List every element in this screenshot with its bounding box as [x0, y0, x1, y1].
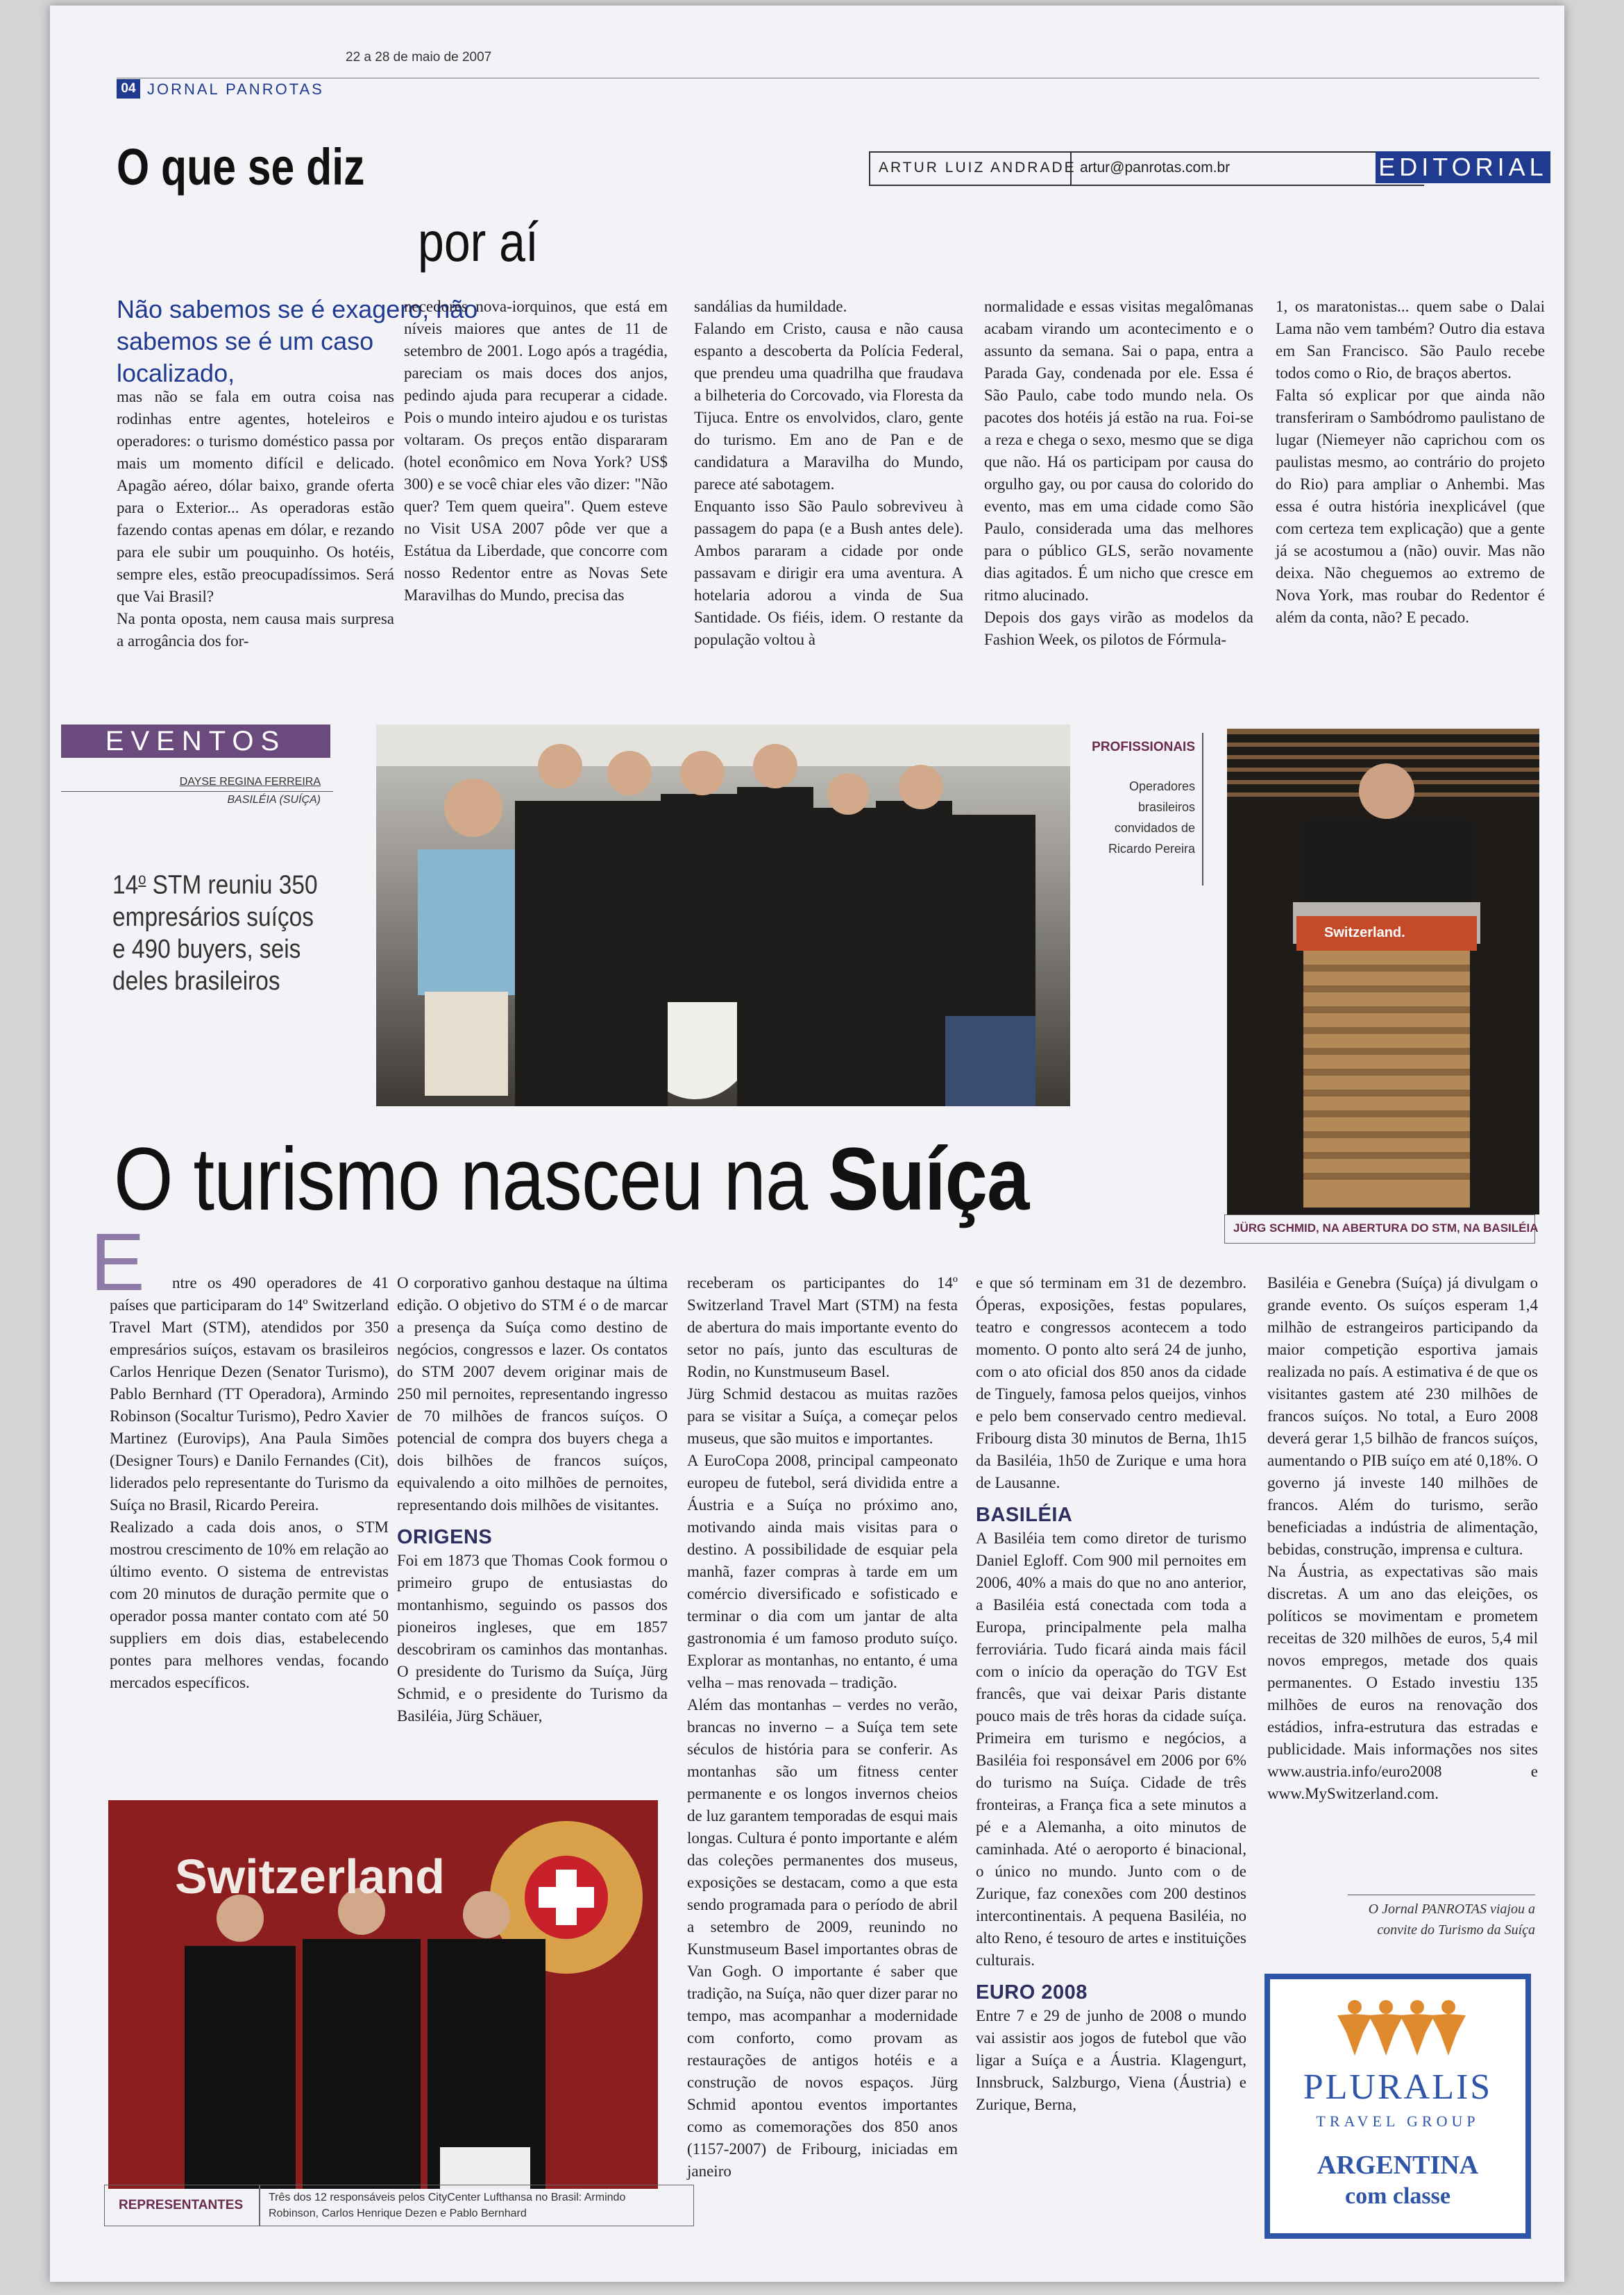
people-logo-icon — [1334, 1995, 1473, 2057]
editorial-column-5 — [1276, 296, 1545, 629]
article-paragraph: Realizado a cada dois anos, o STM mostrou crescimento de 10% em relação ao último evento. O sistema de entrevistas com 20 minutos de duração permite que o operador possa manter contato com até 50 suppliers em dois dias, estabelecendo pontes para melhores vendas, focando mercados específicos. — [110, 1518, 389, 1691]
editorial-column-4 — [984, 296, 1253, 651]
photo1-caption-rule — [1202, 733, 1203, 886]
article-column-3 — [687, 1272, 958, 2183]
paper-name: JORNAL PANROTAS — [147, 81, 324, 98]
editorial-paragraph: Depois dos gays virão as modelos da Fashion Week, os pilotos de Fórmula- — [984, 609, 1253, 648]
article-column-4 — [976, 1272, 1246, 2116]
photo2-caption-box — [1224, 1214, 1539, 1244]
photo-professionals-image — [376, 725, 1070, 1106]
article-paragraph: A EuroCopa 2008, principal campeonato europeu de futebol, será dividida entre a Áustria e a Suíça no próximo ano, motivando ainda mais visitas para o destino. A possibilidade de esquiar pela manhã, fazer compras à tarde em um comércio diversificado e sofisticado e terminar o dia com um jantar de alta gastronomia é um famoso produto suíço. Explorar as montanhas, no entanto, é uma velha – mas renovada – tradição. — [687, 1452, 958, 1691]
section-eventos: EVENTOS — [61, 725, 330, 758]
eventos-location: BASILÉIA (SUÍÇA) — [227, 794, 321, 806]
page-number: 04 — [117, 79, 140, 99]
deck-text: STM reuniu 350 empresários suíços e 490 buyers, seis deles brasileiros — [112, 870, 318, 996]
subhead-euro-2008: EURO 2008 — [976, 1981, 1088, 2004]
article-column-2 — [397, 1272, 668, 1727]
photo3-banner: Switzerland — [175, 1849, 445, 1904]
photo-professionals — [376, 725, 1070, 1106]
photo3-caption-rule — [259, 2185, 260, 2226]
newspaper-page — [50, 6, 1564, 2282]
headline-plain: O turismo nasceu na — [114, 1130, 829, 1229]
article-paragraph: receberam os participantes do 14º Switzerland Travel Mart (STM) na festa de abertura do mais importante evento do setor no país, junto das esculturas de Rodin, no Kunstmuseum Basel. — [687, 1274, 958, 1380]
editorial-paragraph: normalidade e essas visitas megalômanas acabam virando um acontecimento e o assunto da semana. Sai o papa, entra a Parada Gay, condenada por ele. Essa é São Paulo, cabe todo mundo nela. Os pacotes dos hotéis já estão na rua. Foi-se a reza e chega o sexo, mesmo que se diga que não. Há os participam por causa do orgulho gay, ou por causa do colorido do evento, mas em uma cidade como São Paulo, considerada uma das melhores para o público GLS, serão novamente dias agitados. É um nicho que cresce em ritmo alucinado. — [984, 298, 1253, 604]
author-email: artur@panrotas.com.br — [1080, 160, 1230, 176]
byline-box — [869, 151, 1550, 186]
eventos-deck — [112, 863, 320, 997]
deck-ordinal: o — [138, 870, 146, 888]
ad-brand: PLURALIS — [1303, 2067, 1493, 2107]
article-paragraph: O corporativo ganhou destaque na última edição. O objetivo do STM é o de marcar a presença da Suíça como destino de negócios, congressos e lazer. Os contatos do STM 2007 devem originar mais de 250 mil pernoites, representando ingresso de 70 milhões de francos suíços. O potencial de compra dos buyers chega a dois bilhões de francos suíços, equivalendo a oito milhões de pernoites, representando dois milhões de visitantes. — [397, 1274, 668, 1514]
editorial-paragraph: Falta só explicar por que ainda não transferiram o Sambódromo paulistano de lugar (Niemeyer não caprichou com os paulistas mesmo, ao contrário do projeto do Rio) para ampliar o Anhembi. Mas essa é outra história inexplicável (que com certeza tem explicação) que a gente já se acostumou a (não) ouvir. Mas não deixa. Não cheguemos ao extremo de Nova York, mas roubar do Redentor é além da conta, não? E pecado. — [1276, 387, 1545, 626]
photo3-caption-box — [104, 2185, 694, 2226]
byline-rule-left — [869, 151, 870, 186]
byline-rule-bottom — [869, 185, 1424, 186]
subhead-basileia: BASILÉIA — [976, 1504, 1073, 1526]
photo-representatives — [108, 1800, 658, 2189]
photo-podium-image — [1227, 729, 1539, 1214]
article-paragraph: Jürg Schmid destacou as muitas razões para se visitar a Suíça, a começar pelos museus, que são muitos e importantes. — [687, 1385, 958, 1447]
photo-podium — [1227, 729, 1539, 1214]
article-paragraph: Além das montanhas – verdes no verão, brancas no inverno – a Suíça tem sete séculos de história para se conferir. As montanhas são um fitness center permanente e os longos invernos cheios de luz garantem temporadas de esqui mais longas. Cultura é ponto importante e além das coleções permanentes dos museus, exposições se destacam, como a que esta sendo programada para o período de abril a setembro de 2009, reunindo no Kunstmuseum Basel importantes obras de Van Gogh. O importante é saber que tradição, na Suíça, não quer dizer parar no tempo, mas acompanhar a modernidade com conforto, como provam as restaurações de antigos hotéis e a construção de novos espaços. Jürg Schmid apontou eventos importantes como as comemorações dos 850 anos (1157-2007) de Fribourg, iniciadas em janeiro — [687, 1696, 958, 2180]
ad-line1: ARGENTINA — [1317, 2151, 1479, 2180]
author-name: ARTUR LUIZ ANDRADE — [879, 160, 1076, 176]
editorial-column-1 — [117, 386, 394, 652]
photo2-caption: JÜRG SCHMID, NA ABERTURA DO STM, NA BASILÉIA — [1233, 1221, 1539, 1235]
editorial-paragraph: mas não se fala em outra coisa nas rodinhas entre agentes, hoteleiros e operadores: o turismo doméstico passa por mais um momento difícil e delicado. Apagão aéreo, dólar baixo, grande oferta para o Exterior... As operadoras estão fazendo contas apenas em dólar, e rezando para ele subir um pouquinho. Os hotéis, sempre eles, estão preocupadíssimos. Será que Vai Brasil? — [117, 388, 394, 605]
eventos-rule — [61, 791, 333, 792]
article-column-5 — [1267, 1272, 1538, 1805]
article-paragraph: Basiléia e Genebra (Suíça) já divulgam o grande evento. Os suíços esperam 1,4 milhão de estrangeiros participando da maior competição esportiva jamais realizada no país. A estimativa é de que os visitantes gastem até 230 milhões de francos suíços. No total, a Euro 2008 deverá gerar 1,5 bilhão de francos suíços, aumentando o PIB suíço em até 0,18%. O governo já investe 140 milhões de francos. Além do turismo, serão beneficiadas a indústria de alimentação, bebidas, construção, imprensa e cultura. — [1267, 1274, 1538, 1558]
section-editorial: EDITORIAL — [1376, 151, 1550, 183]
article-paragraph: A Basiléia tem como diretor de turismo Daniel Egloff. Com 900 mil pernoites em 2006, 40% a mais do que no ano anterior, a Basiléia está conectada com toda a Europa, principalmente pela malha ferroviária. Tudo ficará ainda mais fácil com o início da operação do TGV Est francês, que vai deixar Paris distante pouco mais de três horas da cidade suíça. Primeira em turismo e negócios, a Basiléia foi responsável em 2006 por 6% do turismo na Suíça. Cidade de três fronteiras, a França fica a sete minutos a pé e a Alemanha, a oito minutos de caminhada. Até o aeroporto é binacional, o único no mundo. Junto com o de Zurique, faz conexões com 200 destinos intercontinentais. A pequena Basiléia, no alto Reno, é tesouro de artes e instituições culturais. — [976, 1530, 1246, 1969]
article-column-1 — [110, 1272, 389, 1694]
main-headline — [114, 1128, 1029, 1230]
article-paragraph: ntre os 490 operadores de 41 países que participaram do 14º Switzerland Travel Mart (STM), atendidos por 350 empresários suíços, estavam os brasileiros Carlos Henrique Dezen (Senator Turismo), Pablo Bernhard (TT Operadora), Armindo Robinson (Socaltur Turismo), Pedro Xavier Martinez (Eurovips), Ana Paula Simões (Designer Tours) e Danilo Fernandes (Cit), liderados pelo representante do Turismo da Suíça no Brasil, Ricardo Pereira. — [110, 1274, 389, 1514]
editorial-paragraph: sandálias da humildade. — [694, 298, 847, 315]
deck-number: 14 — [112, 870, 139, 900]
editorial-title-line1: O que se diz — [117, 138, 365, 196]
photo3-label: REPRESENTANTES — [119, 2198, 244, 2212]
travel-credit: O Jornal PANROTAS viajou a convite do Turismo da Suíça — [1368, 1902, 1535, 1938]
issue-date: 22 a 28 de maio de 2007 — [346, 50, 492, 65]
editorial-paragraph: Na ponta oposta, nem causa mais surpresa a arrogância dos for- — [117, 610, 394, 650]
article-paragraph: Foi em 1873 que Thomas Cook formou o primeiro grupo de entusiastas do montanhismo, seguindo os passos dos pioneiros ingleses, que em 1857 descobriram os caminhos das montanhas. O presidente do Turismo da Suíça, Jürg Schmid, e o presidente do Turismo da Basiléia, Jürg Schäuer, — [397, 1552, 668, 1725]
editorial-paragraph: Falando em Cristo, causa e não causa espanto a descoberta da Polícia Federal, que prendeu uma quadrilha que fraudava a bilheteria do Corcovado, via Floresta da Tijuca. Entre os envolvidos, claro, gente do turismo. Em ano de Pan e de candidatura a Maravilha do Mundo, parece até sabotagem. — [694, 320, 963, 493]
editorial-paragraph: necedores nova-iorquinos, que está em níveis maiores que antes de 11 de setembro de 2001. Logo após a tragédia, pareciam os mais doces dos anjos, pedindo ajuda para recuperar a cidade. Pois o mundo inteiro ajudou e os turistas voltaram. Os preços então dispararam (hotel econômico em Nova York? US$ 300) e se você chiar eles vão dizer: "Não quer? Tem quem queira". Quem esteve no Visit USA 2007 pôde ver que a Estátua da Liberdade, que concorre com nosso Redentor entre as Novas Sete Maravilhas do Mundo, precisa das — [404, 298, 668, 604]
photo1-label: PROFISSIONAIS — [1092, 740, 1195, 754]
eventos-author: DAYSE REGINA FERREIRA — [179, 776, 321, 788]
byline-rule-top — [869, 151, 1424, 153]
editorial-title-line2: por aí — [418, 211, 539, 273]
ad-line2: com classe — [1344, 2183, 1450, 2209]
editorial-paragraph: 1, os maratonistas... quem sabe o Dalai Lama não vem também? Outro dia estava em San Francisco. São Paulo recebe todos como o Rio, de braços abertos. — [1276, 298, 1545, 382]
headline-bold: Suíça — [828, 1130, 1029, 1229]
photo3-caption: Três dos 12 responsáveis pelos CityCenter Lufthansa no Brasil: Armindo Robinson, Carlos Henrique Dezen e Pablo Bernhard — [269, 2192, 626, 2219]
article-paragraph: Na Áustria, as expectativas são mais discretas. A um ano das eleições, os políticos se movimentam e prometem receitas de 320 milhões de euros, 5,4 mil novos empregos, metade dos quais permanentes. O Estado investiu 135 milhões de euros na renovação dos estádios, infra-estrutura das estradas e publicidade. Mais informações nos sites www.austria.info/euro2008 e www.MySwitzerland.com. — [1267, 1563, 1538, 1802]
drop-cap: E — [90, 1217, 145, 1308]
photo1-caption: Operadores brasileiros convidados de Ricardo Pereira — [1108, 779, 1195, 856]
editorial-column-2 — [404, 296, 668, 607]
article-paragraph: e que só terminam em 31 de dezembro. Óperas, exposições, festas populares, teatro e congressos acontecem a todo momento. O ponto alto será 24 de junho, com o ato oficial dos 850 anos da cidade de Tinguely, famosa pelos queijos, vinhos e pelo bem conservado centro medieval. Fribourg dista 30 minutos de Berna, 1h15 da Basiléia, 1h50 de Zurique e uma hora de Lausanne. — [976, 1274, 1246, 1491]
ad-sub: TRAVEL GROUP — [1316, 2112, 1480, 2130]
podium-sign: Switzerland. — [1324, 925, 1405, 940]
article-paragraph: Entre 7 e 29 de junho de 2008 o mundo vai assistir aos jogos de futebol que vão ligar a Suíça e a Áustria. Klagengurt, Innsbruck, Salzburgo, Viena (Áustria) e Zurique, Berna, — [976, 2007, 1246, 2113]
editorial-paragraph: Enquanto isso São Paulo sobreviveu à passagem do papa (e a Bush antes dele). Ambos pararam a cidade por onde passavam e dirigir era uma aventura. A hotelaria adorou a vinda de Sua Santidade. Os fiéis, idem. O restante da população voltou à — [694, 498, 963, 648]
editorial-lead: Não sabemos se é exagero, não sabemos se é um caso localizado, — [117, 295, 478, 387]
pluralis-ad[interactable] — [1264, 1974, 1531, 2239]
editorial-column-3 — [694, 296, 963, 651]
subhead-origens: ORIGENS — [397, 1526, 493, 1548]
